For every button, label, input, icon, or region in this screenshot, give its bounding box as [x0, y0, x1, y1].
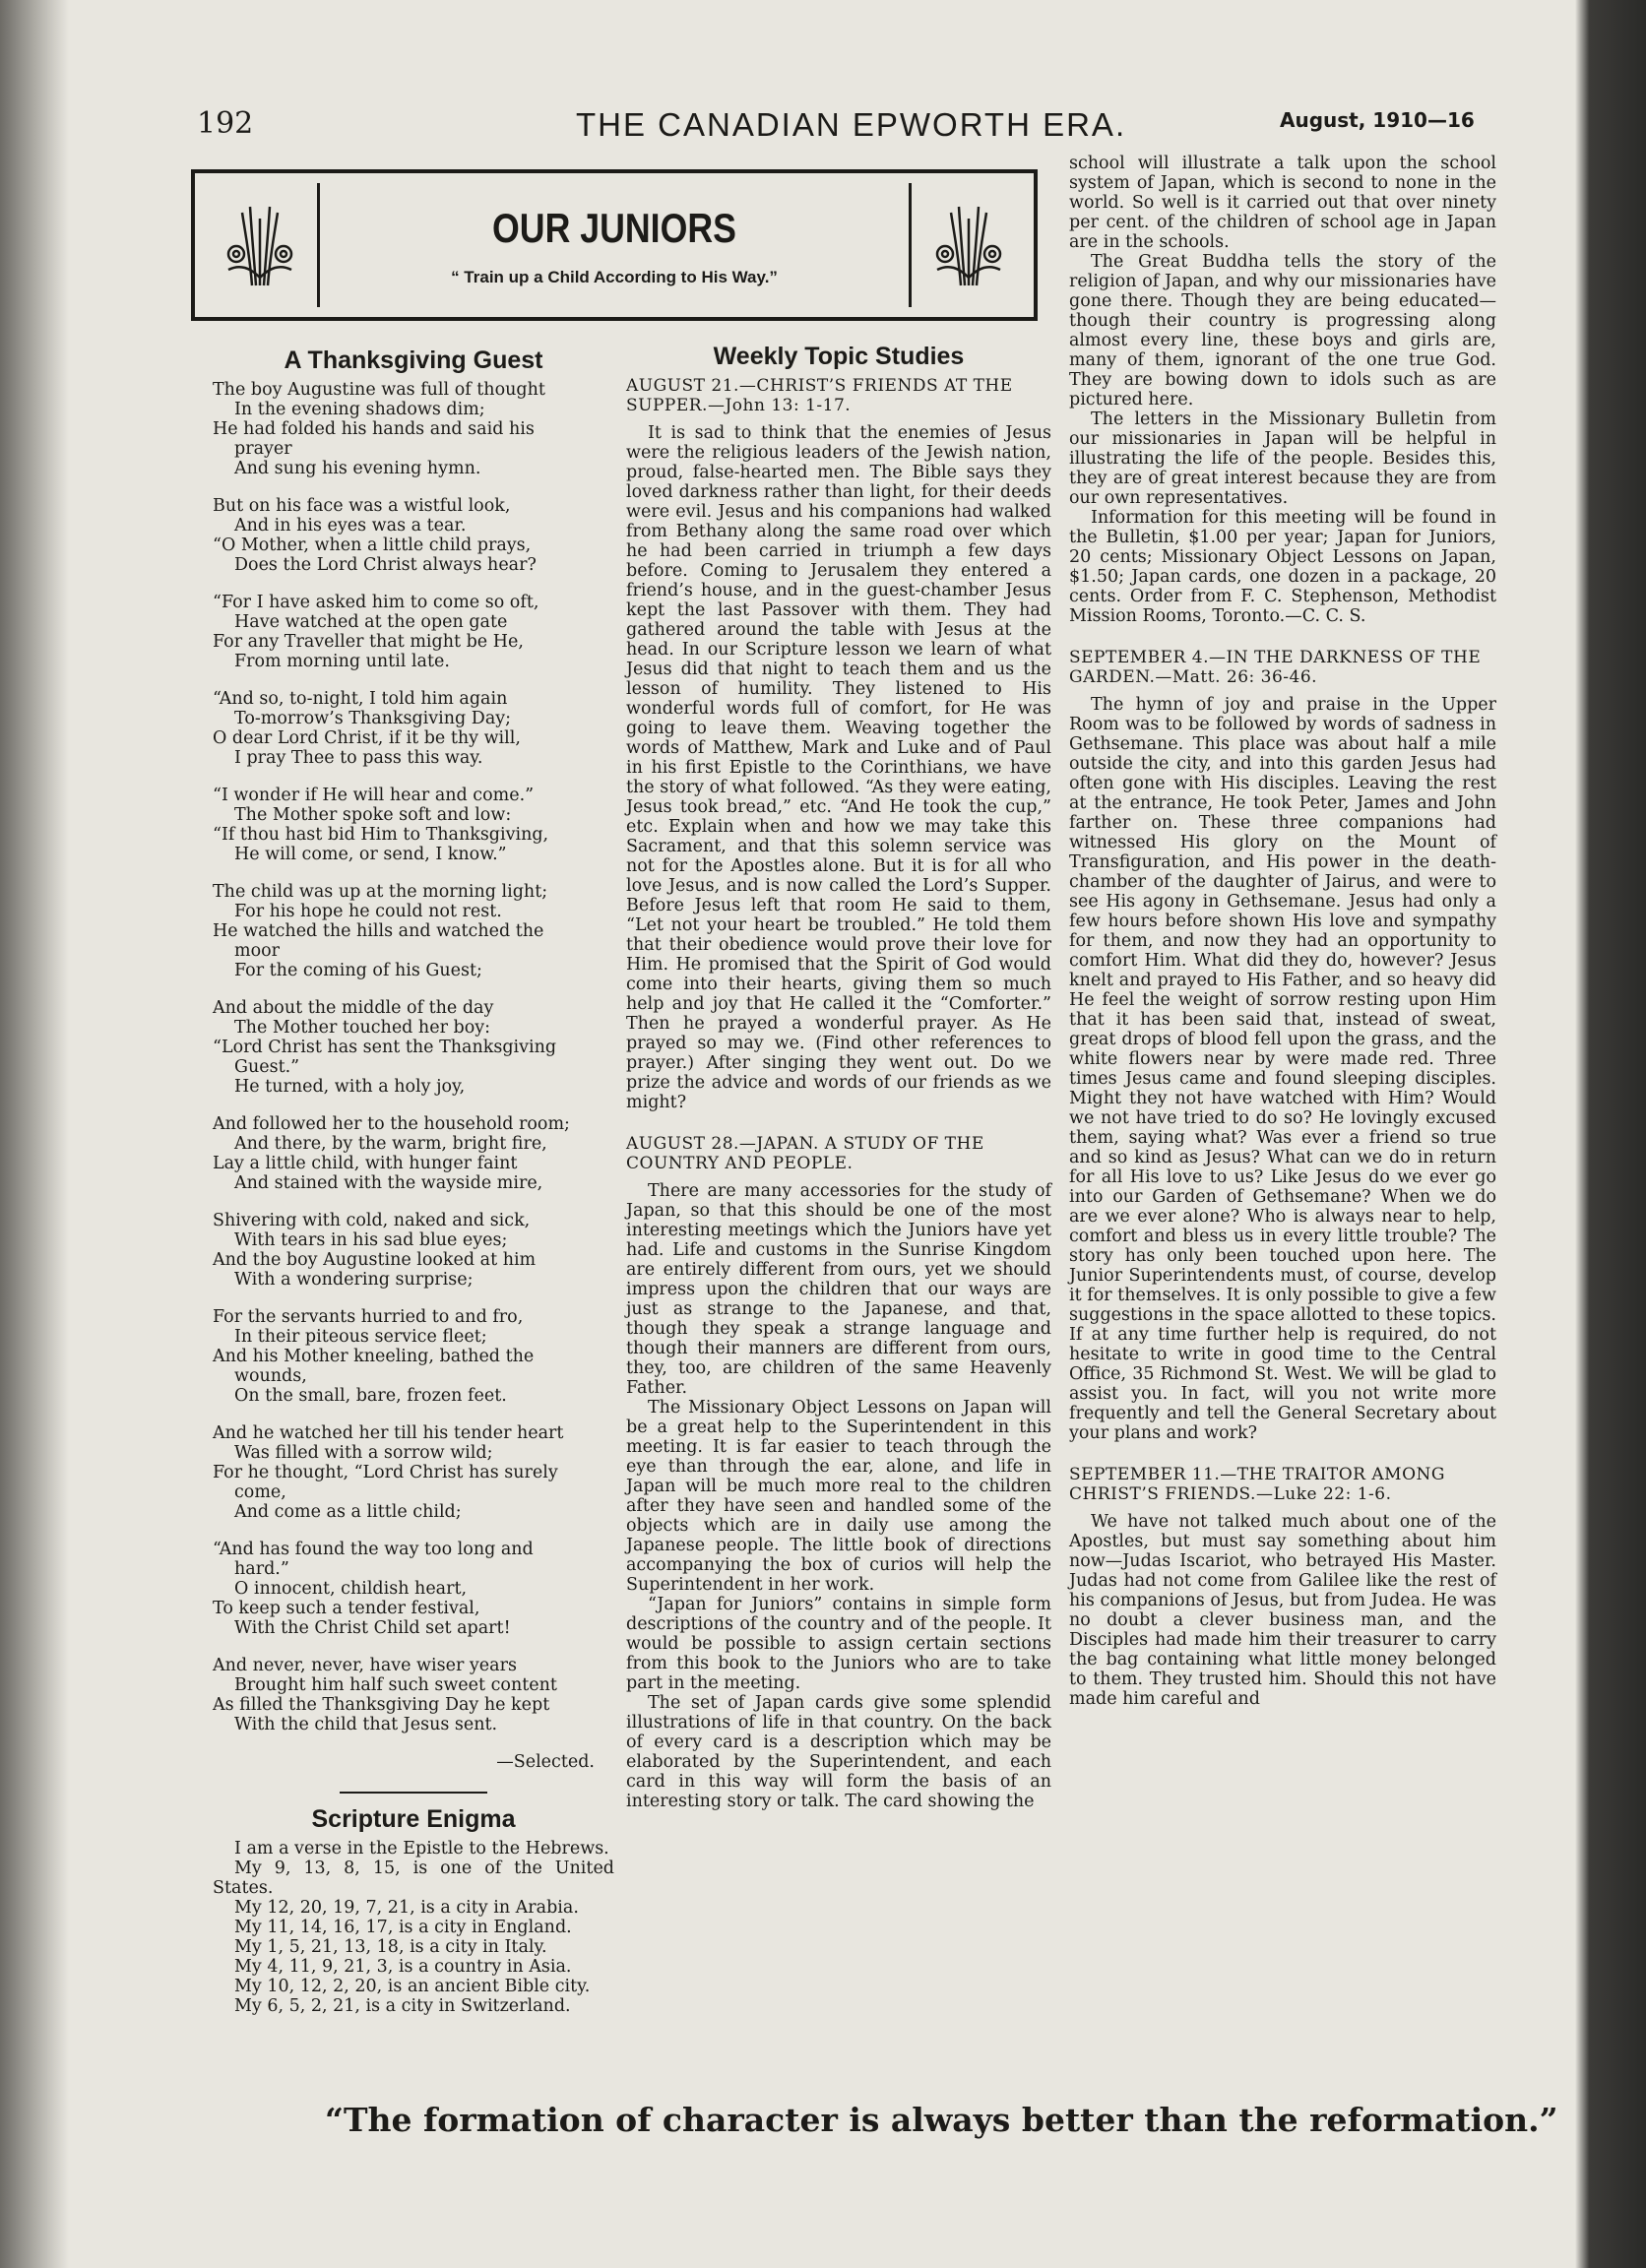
poem-line: And the boy Augustine looked at him: [213, 1250, 537, 1270]
poem-stanza: [213, 1423, 614, 1522]
enigma-line: My 10, 12, 2, 20, is an ancient Bible city.: [234, 1977, 591, 1996]
poem-line: wounds,: [234, 1366, 307, 1386]
poem-stanza: [213, 1114, 614, 1193]
poem-line: For he thought, “Lord Christ has surely: [213, 1463, 558, 1482]
poem-line: With the child that Jesus sent.: [234, 1715, 498, 1734]
section-motto: “ Train up a Child According to His Way.”: [451, 268, 778, 286]
poem-line: Guest.”: [234, 1057, 300, 1077]
footer-quote: “The formation of character is always better than the reformation.”: [325, 2101, 1558, 2139]
paragraph: “Japan for Juniors” contains in simple form descriptions of the country and of the people. It would be possible to assign certain sections from this book to the Juniors who are to take part in the meeting.: [626, 1595, 1051, 1693]
poem-line: hard.”: [234, 1559, 289, 1579]
poem-line: “O Mother, when a little child prays,: [213, 536, 532, 555]
poem-line: He watched the hills and watched the: [213, 921, 544, 941]
journal-title: THE CANADIAN EPWORTH ERA.: [576, 106, 1127, 143]
enigma-line: My 1, 5, 21, 13, 18, is a city in Italy.: [234, 1937, 547, 1957]
poem-line: “I wonder if He will hear and come.”: [213, 786, 535, 805]
topic-heading-sep11: SEPTEMBER 11.—THE TRAITOR AMONG CHRIST’S FRIENDS.—Luke 22: 1-6.: [1069, 1465, 1445, 1504]
poem-stanza: [213, 882, 614, 980]
poem-stanza: [213, 496, 614, 575]
topics-title: Weekly Topic Studies: [713, 343, 965, 370]
poem-line: The child was up at the morning light;: [213, 882, 548, 902]
poem-line: Was filled with a sorrow wild;: [234, 1443, 493, 1463]
topic-heading-sep4: SEPTEMBER 4.—IN THE DARKNESS OF THE GARDEN.—Matt. 26: 36-46.: [1069, 648, 1482, 687]
page-gutter-shadow: [0, 0, 69, 2268]
poem-line: Does the Lord Christ always hear?: [234, 555, 537, 575]
poem-line: And about the middle of the day: [213, 998, 494, 1018]
section-divider: [340, 1792, 487, 1794]
poem-line: And followed her to the household room;: [213, 1114, 570, 1134]
poem-line: I pray Thee to pass this way.: [234, 748, 483, 768]
poem-line: Lay a little child, with hunger faint: [213, 1154, 518, 1173]
poem-line: As filled the Thanksgiving Day he kept: [213, 1695, 550, 1715]
poem-line: And he watched her till his tender heart: [213, 1423, 564, 1443]
poem-line: To keep such a tender festival,: [213, 1599, 480, 1618]
poem-stanza: [213, 1211, 614, 1290]
poem-line: For the coming of his Guest;: [234, 961, 482, 980]
poem-line: Brought him half such sweet content: [234, 1675, 557, 1695]
enigma-line: My 9, 13, 8, 15, is one of the United States.: [213, 1858, 614, 1898]
page-number: 192: [197, 106, 254, 141]
poem-signature: —Selected.: [496, 1752, 595, 1772]
poem-line: O innocent, childish heart,: [234, 1579, 468, 1599]
poem-stanza: [213, 1656, 614, 1734]
poem-line: “For I have asked him to come so oft,: [213, 593, 539, 612]
poem-line: Have watched at the open gate: [234, 612, 508, 632]
page-header: [197, 106, 1496, 146]
poem-line: prayer: [234, 439, 292, 459]
poem-line: With tears in his sad blue eyes;: [234, 1230, 508, 1250]
poem-line: The Mother touched her boy:: [234, 1018, 491, 1038]
paragraph: There are many accessories for the study of Japan, so that this should be one of the most interesting meetings which the Juniors have yet had. Life and customs in the Sunrise Kingdom are entirely different from ours, yet we should impress upon the children that our ways are just as strange to the Japanese, and that, though they speak a strange language and though their manners are different from ours, they, too, are children of the same Heavenly Father.: [626, 1181, 1051, 1398]
column-left: [213, 346, 614, 2016]
issue-date: August, 1910—16: [1280, 108, 1475, 132]
poem-line: On the small, bare, frozen feet.: [234, 1386, 507, 1406]
poem-line: “Lord Christ has sent the Thanksgiving: [213, 1038, 557, 1057]
paragraph: The set of Japan cards give some splendid illustrations of life in that country. On the back of every card is a description which may be elaborated by the Superintendent, and each card in this way will form the basis of an interesting story or talk. The card showing the: [626, 1693, 1051, 1811]
paragraph: The letters in the Missionary Bulletin from our missionaries in Japan will be helpful in illustrating the life of the people. Besides this, they are of great interest because they are from our own representatives.: [1069, 410, 1496, 508]
poem-line: In their piteous service fleet;: [234, 1327, 487, 1347]
poem-line: From morning until late.: [234, 652, 450, 671]
topic-heading-aug28: AUGUST 28.—JAPAN. A STUDY OF THE COUNTRY AND PEOPLE.: [626, 1134, 984, 1173]
poem-line: For his hope he could not rest.: [234, 902, 502, 921]
poem-line: The Mother spoke soft and low:: [234, 805, 512, 825]
topic-body-sep11: We have not talked much about one of the Apostles, but must say something about him now—Judas Iscariot, who betrayed His Master. Judas had not come from Galilee like the rest of his companions of Jesus, but from Judea. He was no doubt a clever business man, and the Disciples had made him their treasurer to carry the bag containing what little money belonged to them. They trusted him. Should this not have made him careful and: [1069, 1512, 1496, 1709]
column-right: [1069, 154, 1496, 1709]
poem-line: He will come, or send, I know.”: [234, 845, 507, 864]
topic-body-sep4: The hymn of joy and praise in the Upper Room was to be followed by words of sadness in Gethsemane. This place was about half a mile outside the city, and into this garden Jesus had often gone with His disciples. Leaving the rest at the entrance, He took Peter, James and John farther on. These three companions had witnessed His glory on the Mount of Transfiguration, and His power in the death-chamber of the daughter of Jairus, and were to see His agony in Gethsemane. Jesus had only a few hours before shown His love and sympathy for them, and now they had an opportunity to comfort Him. What did they do, however? Jesus knelt and prayed to His Father, and so heavy did He feel the weight of sorrow resting upon Him that it has been said that, instead of sweat, great drops of blood fell upon the grass, and the white flowers near by were made red. Three times Jesus came and found sleeping disciples. Might they not have watched with Him? Would we not have tried to do so? He lovingly excused them, saying what? Was ever a friend so true and so kind as Jesus? What can we do in return for all His love to us? Like Jesus do we ever go into our Garden of Gethsemane? When we do are we ever alone? Who is always near to help, comfort and bless us in every little trouble? The story has only been touched upon here. The Junior Superintendents must, of course, develop it for themselves. It is only possible to give a few suggestions in the space allotted to these topics. If at any time further help is required, do not hesitate to write in good time to the Central Office, 35 Richmond St. West. We will be glad to assist you. In fact, will you not write more frequently and tell the General Secretary about your plans and work?: [1069, 695, 1496, 1443]
poem-line: With a wondering surprise;: [234, 1270, 474, 1290]
poem-line: And stained with the wayside mire,: [234, 1173, 543, 1193]
poem-line: And never, never, have wiser years: [213, 1656, 517, 1675]
facing-page-edge: [1575, 0, 1646, 2268]
poem-line: He had folded his hands and said his: [213, 419, 535, 439]
topic-heading-aug21: AUGUST 21.—CHRIST’S FRIENDS AT THE SUPPER.—John 13: 1-17.: [626, 376, 1013, 415]
poem-stanza: [213, 689, 614, 768]
paragraph: The Great Buddha tells the story of the religion of Japan, and why our missionaries have gone there. Though they are being educated—though their country is progressing along almost every line, these boys and girls are, many of them, ignorant of the one true God. They are bowing down to idols such as are pictured here.: [1069, 252, 1496, 410]
poem-stanza: [213, 1307, 614, 1406]
poem-line: O dear Lord Christ, if it be thy will,: [213, 728, 521, 748]
floral-ornament-icon: [909, 183, 1026, 307]
poem-line: To-morrow’s Thanksgiving Day;: [234, 709, 512, 728]
enigma-line: My 12, 20, 19, 7, 21, is a city in Arabia.: [234, 1898, 579, 1918]
column-middle: [626, 343, 1051, 1811]
poem-line: With the Christ Child set apart!: [234, 1618, 511, 1638]
poem-line: “And has found the way too long and: [213, 1540, 534, 1559]
enigma-body: [213, 1839, 614, 2016]
paragraph: school will illustrate a talk upon the school system of Japan, which is second to none in the world. So well is it carried out that over ninety per cent. of the children of school age in Japan are in the schools.: [1069, 154, 1496, 252]
enigma-line: My 6, 5, 2, 21, is a city in Switzerland.: [234, 1996, 571, 2016]
poem-line: come,: [234, 1482, 286, 1502]
poem-line: And there, by the warm, bright fire,: [234, 1134, 547, 1154]
poem-line: And come as a little child;: [234, 1502, 462, 1522]
poem-line: And in his eyes was a tear.: [234, 516, 467, 536]
poem-line: He turned, with a holy joy,: [234, 1077, 466, 1097]
enigma-line: My 4, 11, 9, 21, 3, is a country in Asia.: [234, 1957, 572, 1977]
poem-stanza: [213, 1540, 614, 1638]
poem-line: But on his face was a wistful look,: [213, 496, 511, 516]
paragraph: The Missionary Object Lessons on Japan will be a great help to the Superintendent in this meeting. It is far easier to teach through the eye than through the ear, alone, and life in Japan will be much more real to the children after they have seen and handled some of the objects which are in daily use among the Japanese people. The little book of directions accompanying the box of curios will help the Superintendent in her work.: [626, 1398, 1051, 1595]
enigma-line: I am a verse in the Epistle to the Hebrews.: [234, 1839, 609, 1858]
poem-line: And sung his evening hymn.: [234, 459, 481, 478]
topic-body-aug21: It is sad to think that the enemies of Jesus were the religious leaders of the Jewish nation, proud, false-hearted men. The Bible says they loved darkness rather than light, for their deeds were evil. Jesus and his companions had walked from Bethany along the same road over which he had been carried in triumph a few days before. Coming to Jerusalem they entered a friend’s house, and in the guest-chamber Jesus kept the last Passover with them. They had gathered around the table with Jesus at the head. In our Scripture lesson we learn of what Jesus did that night to teach them and us the lesson of humility. They listened to His wonderful words full of comfort, for He was going to leave them. Weaving together the words of Matthew, Mark and Luke and of Paul in his first Epistle to the Corinthians, we have the story of what followed. “As they were eating, Jesus took bread,” etc. “And He took the cup,” etc. Explain when and how we may take this Sacrament, and that this solemn service was not for the Apostles alone. But it is for all who love Jesus, and is now called the Lord’s Supper. Before Jesus left that room He said to them, “Let not your heart be troubled.” He told them that their obedience would prove their love for Him. He promised that the Spirit of God would come into their hearts, giving them so much help and joy that He called it the “Comforter.” Then he prayed a wonderful prayer. As He prayed so may we. (Find other references to prayer.) After singing they went out. Do we prize the advice and words of our friends as we might?: [626, 423, 1051, 1112]
poem-stanza: [213, 380, 614, 478]
poem-line: For the servants hurried to and fro,: [213, 1307, 524, 1327]
enigma-line: My 11, 14, 16, 17, is a city in England.: [234, 1918, 572, 1937]
paragraph: Information for this meeting will be found in the Bulletin, $1.00 per year; Japan for Juniors, 20 cents; Missionary Object Lessons on Japan, $1.50; Japan cards, one dozen in a package, 20 cents. Order from F. C. Stephenson, Methodist Mission Rooms, Toronto.—C. C. S.: [1069, 508, 1496, 626]
poem-line: The boy Augustine was full of thought: [213, 380, 545, 400]
poem-body: [213, 380, 614, 1734]
poem-stanza: [213, 998, 614, 1097]
poem-line: In the evening shadows dim;: [234, 400, 485, 419]
poem-title: A Thanksgiving Guest: [284, 346, 543, 374]
poem-line: moor: [234, 941, 281, 961]
enigma-title: Scripture Enigma: [311, 1805, 516, 1833]
section-banner: [191, 169, 1038, 321]
poem-line: For any Traveller that might be He,: [213, 632, 524, 652]
poem-line: “And so, to-night, I told him again: [213, 689, 508, 709]
poem-line: Shivering with cold, naked and sick,: [213, 1211, 531, 1230]
section-title: OUR JUNIORS: [492, 205, 736, 251]
poem-line: “If thou hast bid Him to Thanksgiving,: [213, 825, 549, 845]
poem-stanza: [213, 593, 614, 671]
poem-stanza: [213, 786, 614, 864]
poem-line: And his Mother kneeling, bathed the: [213, 1347, 535, 1366]
